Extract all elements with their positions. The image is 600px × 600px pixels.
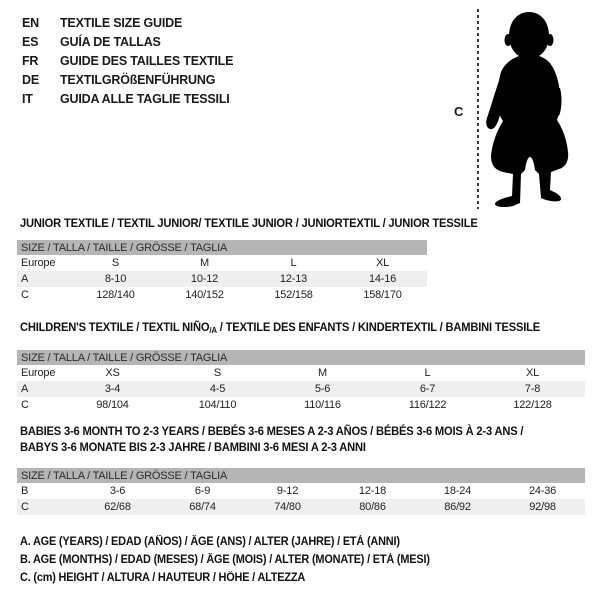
row-label: Europe xyxy=(21,367,56,379)
table-title-line2: BABYS 3-6 MONATE BIS 2-3 JAHRE / BAMBINI 3-6 MESI A 2-3 ANNI xyxy=(20,439,366,454)
table-row xyxy=(17,397,585,413)
size-cell: 5-6 xyxy=(270,381,375,397)
size-cell: 98/104 xyxy=(96,399,129,411)
table-title-part: CHILDREN'S TEXTILE / TEXTIL NIÑO xyxy=(20,320,210,334)
table-row xyxy=(17,255,427,271)
language-code: IT xyxy=(22,91,33,106)
language-code: DE xyxy=(22,72,39,87)
size-cell: 74/80 xyxy=(245,499,330,515)
size-cell: 10-12 xyxy=(160,271,249,287)
size-cell: L xyxy=(290,257,297,269)
language-label: GUÍA DE TALLAS xyxy=(60,34,161,49)
size-cell: 62/68 xyxy=(75,499,160,515)
table-title-line1: BABIES 3-6 MONTH TO 2-3 YEARS / BEBÉS 3-6 MESES A 2-3 AÑOS / BÉBÉS 3-6 MOIS À 2-3 ANS / xyxy=(20,424,524,438)
size-cell: S xyxy=(213,367,222,379)
size-cell: 24-36 xyxy=(528,485,557,497)
language-code: ES xyxy=(22,34,39,49)
table-row xyxy=(17,287,427,303)
language-row-fr xyxy=(22,51,233,70)
size-cell: 92/98 xyxy=(500,499,585,515)
size-cell: 140/152 xyxy=(185,289,224,301)
footnote-b: B. AGE (MONTHS) / EDAD (MESES) / ÂGE (MOIS) / ALTER (MONATE) / ETÀ (MESI) xyxy=(20,554,430,566)
junior-textile-table xyxy=(17,216,478,303)
size-cell: XL xyxy=(525,367,540,379)
table-row xyxy=(17,381,585,397)
table-title-subscript: /A xyxy=(209,325,217,335)
size-cell: 68/74 xyxy=(160,499,245,515)
size-cell: 3-6 xyxy=(109,485,126,497)
table-row xyxy=(17,365,585,381)
size-cell: 152/158 xyxy=(274,289,313,301)
language-row-en xyxy=(22,13,233,32)
size-cell: 12-13 xyxy=(249,271,338,287)
row-label: A xyxy=(17,271,71,287)
size-cell: L xyxy=(424,367,431,379)
language-row-es xyxy=(22,32,233,51)
size-header: SIZE / TALLA / TAILLE / GRÖSSE / TAGLIA xyxy=(17,350,585,365)
size-header: SIZE / TALLA / TAILLE / GRÖSSE / TAGLIA xyxy=(17,240,427,255)
size-cell: M xyxy=(318,367,327,379)
table-row xyxy=(17,483,585,499)
language-label: GUIDA ALLE TAGLIE TESSILI xyxy=(60,91,230,106)
size-cell: XS xyxy=(105,367,120,379)
row-label: C xyxy=(21,289,29,301)
size-cell: 116/122 xyxy=(408,399,447,411)
size-header-row xyxy=(17,240,427,255)
size-cell: 104/110 xyxy=(198,399,237,411)
table-row xyxy=(17,271,427,287)
row-label: C xyxy=(21,399,29,411)
size-header: SIZE / TALLA / TAILLE / GRÖSSE / TAGLIA xyxy=(17,468,585,483)
table-row xyxy=(17,499,585,515)
language-row-de xyxy=(22,70,233,89)
row-label: C xyxy=(17,499,75,515)
language-code: FR xyxy=(22,53,39,68)
language-label: GUIDE DES TAILLES TEXTILE xyxy=(60,53,234,68)
size-cell: S xyxy=(111,257,120,269)
babies-size-table xyxy=(17,468,585,515)
size-cell: 9-12 xyxy=(276,485,299,497)
size-cell: 80/86 xyxy=(330,499,415,515)
height-measure-label: C xyxy=(454,104,464,119)
language-list xyxy=(22,13,233,108)
language-label: TEXTILGRÖßENFÜHRUNG xyxy=(60,72,216,87)
size-cell: M xyxy=(200,257,209,269)
size-cell: 3-4 xyxy=(60,381,165,397)
footnotes xyxy=(20,533,451,587)
height-measure-dashed-line xyxy=(477,9,479,209)
size-cell: 14-16 xyxy=(338,271,427,287)
table-title-part: / TEXTILE DES ENFANTS / KINDERTEXTIL / BAMBINI TESSILE xyxy=(216,320,541,334)
size-header-row xyxy=(17,468,585,483)
junior-size-table xyxy=(17,240,427,303)
table-title: JUNIOR TEXTILE / TEXTIL JUNIOR/ TEXTILE JUNIOR / JUNIORTEXTIL / JUNIOR TESSILE xyxy=(20,216,478,230)
size-cell: 12-18 xyxy=(358,485,387,497)
size-cell: 110/116 xyxy=(304,399,341,411)
size-cell: 128/140 xyxy=(96,289,135,301)
baby-silhouette-icon xyxy=(483,10,578,208)
size-cell: 4-5 xyxy=(165,381,270,397)
size-cell: 122/128 xyxy=(513,399,552,411)
size-cell: 18-24 xyxy=(443,485,472,497)
size-cell: 7-8 xyxy=(480,381,585,397)
language-code: EN xyxy=(22,15,39,30)
table-title xyxy=(20,321,545,337)
size-cell: 6-9 xyxy=(194,485,211,497)
children-size-table xyxy=(17,350,585,413)
size-cell: 8-10 xyxy=(71,271,160,287)
size-cell: 6-7 xyxy=(375,381,480,397)
size-cell: 158/170 xyxy=(363,289,402,301)
size-cell: XL xyxy=(375,257,390,269)
row-label: A xyxy=(17,381,60,397)
footnote-c: C. (cm) HEIGHT / ALTURA / HAUTEUR / HÖHE / ALTEZZA xyxy=(20,572,306,584)
size-cell: 86/92 xyxy=(415,499,500,515)
footnote-a: A. AGE (YEARS) / EDAD (AÑOS) / ÂGE (ANS) / ALTER (JAHRE) / ETÀ (ANNI) xyxy=(20,536,400,548)
language-label: TEXTILE SIZE GUIDE xyxy=(60,15,183,30)
size-header-row xyxy=(17,350,585,365)
row-label: Europe xyxy=(21,257,56,269)
language-row-it xyxy=(22,89,233,108)
babies-textile-table xyxy=(17,424,585,515)
row-label: B xyxy=(21,485,29,497)
children-textile-table xyxy=(17,321,585,413)
